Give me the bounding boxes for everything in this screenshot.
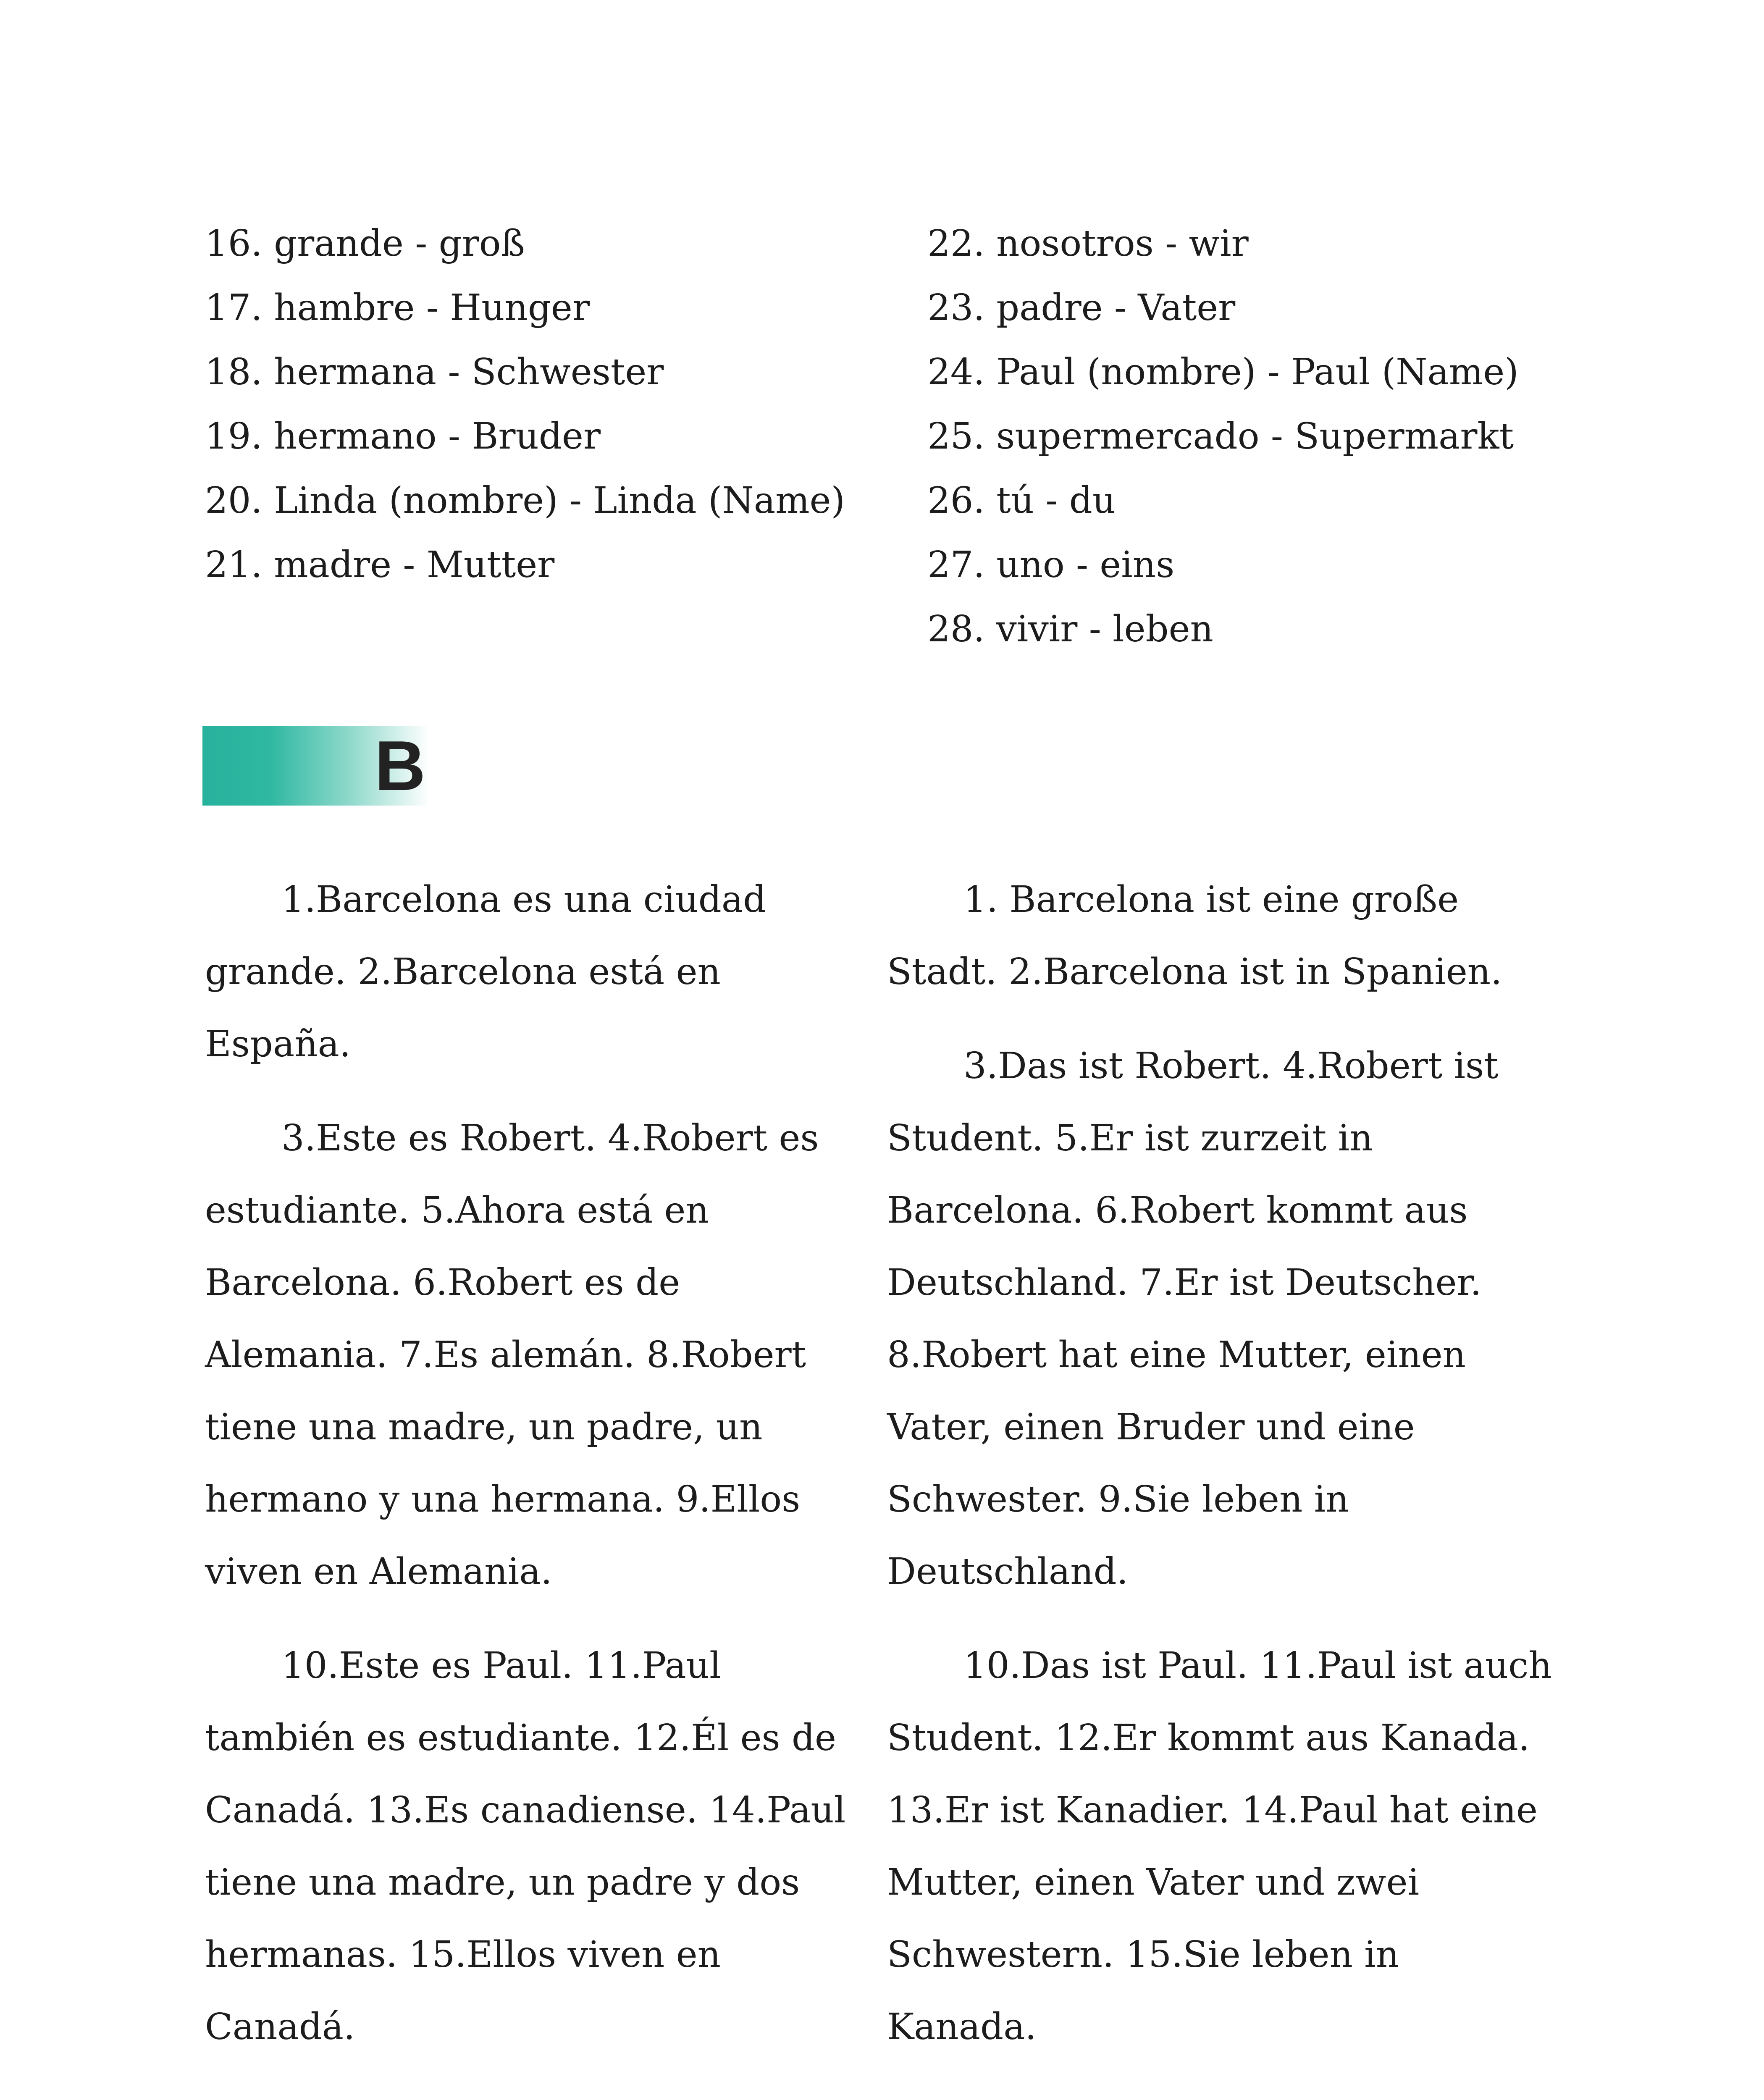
vocab-item: 18. hermana - Schwester <box>205 351 664 393</box>
german-paragraph: 3.Das ist Robert. 4.Robert ist Student. 5.Er ist zurzeit in Barcelona. 6.Robert kommt aus Deutschland. 7.Er ist Deutscher. 8.Robert hat eine Mutter, einen Vater, einen Bruder und eine Schwester. 9.Sie leben in Deutschland. <box>887 1045 1499 1593</box>
vocab-item: 24. Paul (nombre) - Paul (Name) <box>927 351 1519 393</box>
vocab-item: 22. nosotros - wir <box>927 223 1249 265</box>
german-paragraph: 10.Das ist Paul. 11.Paul ist auch Student. 12.Er kommt aus Kanada. 13.Er ist Kanadier. 14.Paul hat eine Mutter, einen Vater und zwei Schwestern. 15.Sie leben in Kanada. <box>887 1645 1552 2048</box>
vocab-item: 16. grande - groß <box>205 223 525 265</box>
german-paragraph <box>887 2085 1559 2100</box>
vocab-item: 19. hermano - Bruder <box>205 415 601 457</box>
vocab-item: 27. uno - eins <box>927 544 1175 586</box>
german-text-column <box>887 864 1559 2100</box>
vocab-item: 26. tú - du <box>927 480 1116 522</box>
vocab-item: 21. madre - Mutter <box>205 544 555 586</box>
vocab-item: 25. supermercado - Supermarkt <box>927 415 1514 457</box>
section-header-b <box>202 726 429 806</box>
vocab-item: 17. hambre - Hunger <box>205 287 590 329</box>
vocab-item: 23. padre - Vater <box>927 287 1236 329</box>
vocabulary-list-left <box>205 212 860 597</box>
vocab-item: 20. Linda (nombre) - Linda (Name) <box>205 480 845 522</box>
section-letter: B <box>375 726 426 805</box>
spanish-paragraph <box>205 2085 852 2100</box>
spanish-text-column <box>205 864 852 2100</box>
spanish-paragraph: 3.Este es Robert. 4.Robert es estudiante. 5.Ahora está en Barcelona. 6.Robert es de Alemania. 7.Es alemán. 8.Robert tiene una madre, un padre, un hermano y una hermana. 9.Ellos viven en Alemania. <box>205 1117 819 1593</box>
german-paragraph: 1. Barcelona ist eine große Stadt. 2.Barcelona ist in Spanien. <box>887 879 1502 993</box>
vocabulary-list-right <box>927 212 1583 662</box>
spanish-paragraph: 10.Este es Paul. 11.Paul también es estudiante. 12.Él es de Canadá. 13.Es canadiense. 14.Paul tiene una madre, un padre y dos hermanas. 15.Ellos viven en Canadá. <box>205 1645 846 2048</box>
spanish-paragraph: 1.Barcelona es una ciudad grande. 2.Barcelona está en España. <box>205 879 766 1065</box>
vocab-item: 28. vivir - leben <box>927 608 1213 650</box>
